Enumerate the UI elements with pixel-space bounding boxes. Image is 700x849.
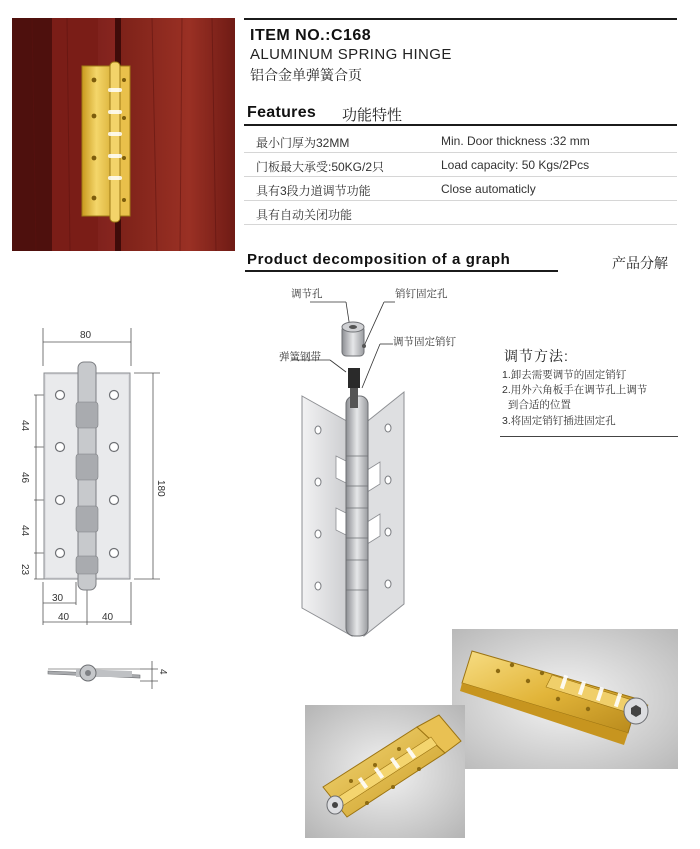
- feature-en: Min. Door thickness :32 mm: [441, 134, 590, 148]
- door-hinge-photo: [12, 18, 235, 251]
- feature-en: Close automaticly: [441, 182, 536, 196]
- dim-height-total: 180: [155, 480, 166, 497]
- decomposition-rule: [245, 270, 558, 272]
- dim-thickness: 4: [157, 669, 168, 675]
- product-name-en: ALUMINUM SPRING HINGE: [250, 46, 452, 63]
- header-rule: [244, 18, 677, 20]
- adjustment-step: 2.用外六角板手在调节孔上调节: [502, 384, 648, 396]
- callout-pin-fixing-hole: 销钉固定孔: [395, 288, 448, 300]
- gold-hinge-open-photo: [305, 705, 465, 838]
- callout-adjust-fixing-pin: 调节固定销钉: [393, 336, 456, 348]
- dim-half-right: 40: [102, 612, 114, 623]
- feature-cn: 最小门厚为32MM: [256, 136, 350, 150]
- dim-gap-1: 44: [19, 420, 30, 432]
- features-title-en: Features: [247, 104, 317, 121]
- hinge-dimension-drawing: [10, 320, 200, 630]
- product-name-cn: 铝合金单弹簧合页: [250, 67, 362, 83]
- features-rule: [244, 124, 677, 126]
- dim-gap-4: 23: [19, 564, 30, 576]
- dim-edge: 30: [52, 593, 64, 604]
- feature-en: Load capacity: 50 Kgs/2Pcs: [441, 158, 590, 172]
- features-title-cn: 功能特性: [342, 107, 403, 124]
- dim-gap-2: 46: [19, 472, 30, 484]
- hinge-side-profile: [40, 655, 180, 695]
- feature-cn: 具有3段力道调节功能: [256, 184, 371, 198]
- callout-spring-strip: 弹簧钢带: [279, 351, 321, 363]
- gold-hinge-closed-photo: [452, 629, 678, 769]
- feature-row: [244, 153, 677, 177]
- adjustment-step: 1.卸去需要调节的固定销钉: [502, 369, 627, 381]
- dim-half-left: 40: [58, 612, 70, 623]
- adjustment-rule: [500, 436, 678, 437]
- feature-row: [244, 129, 677, 153]
- adjustment-step: 3.将固定销钉插进固定孔: [502, 415, 616, 427]
- callout-adjust-hole: 调节孔: [291, 288, 323, 300]
- dim-gap-3: 44: [19, 525, 30, 537]
- decomposition-title-cn: 产品分解: [612, 255, 668, 271]
- decomposition-title-en: Product decomposition of a graph: [247, 251, 511, 268]
- feature-cn: 门板最大承受:50KG/2只: [256, 160, 385, 174]
- item-number: ITEM NO.:C168: [250, 27, 372, 44]
- feature-cn: 具有自动关闭功能: [256, 208, 353, 222]
- adjustment-step: 到合适的位置: [502, 399, 571, 411]
- adjustment-title: 调节方法:: [504, 348, 569, 364]
- feature-row: [244, 201, 677, 225]
- exploded-hinge-drawing: [280, 296, 440, 646]
- dim-width-top: 80: [80, 330, 92, 341]
- door-hinge-image: [12, 18, 235, 251]
- feature-row: [244, 177, 677, 201]
